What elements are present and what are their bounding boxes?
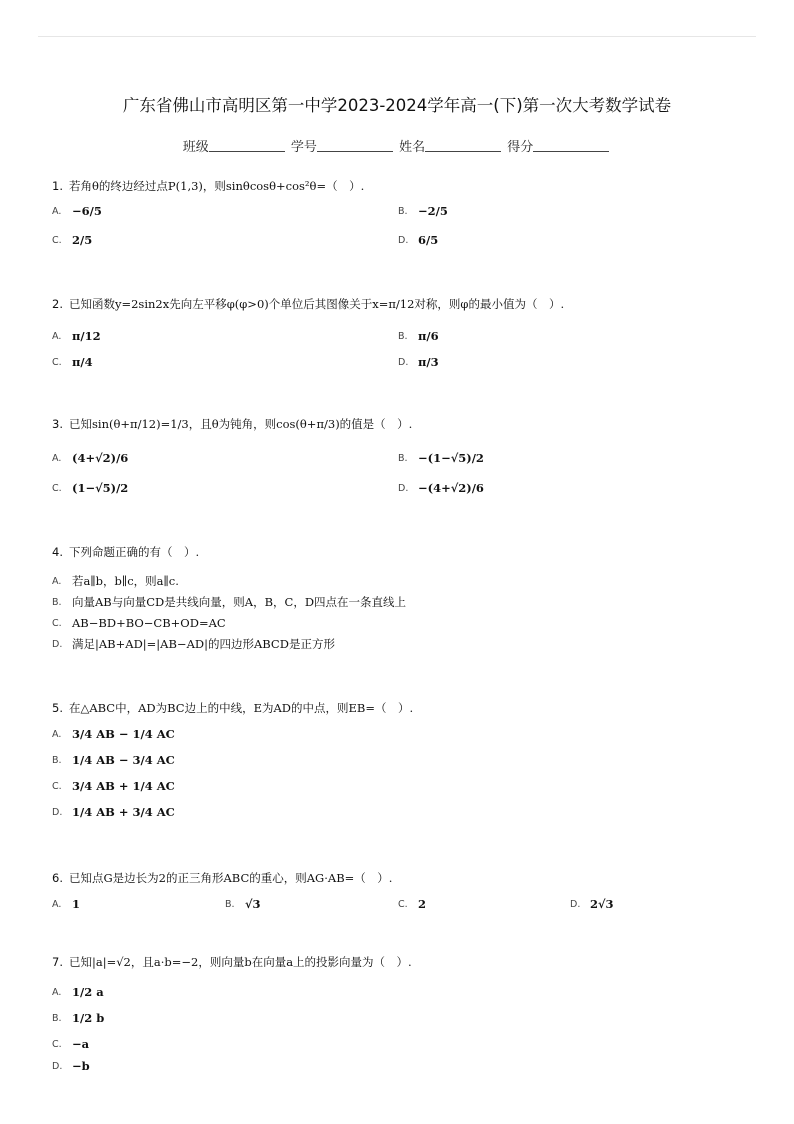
- class-blank[interactable]: [209, 139, 285, 152]
- q5-option-d[interactable]: D. 1/4 AB + 3/4 AC: [52, 805, 175, 819]
- q6-option-b[interactable]: B. √3: [225, 897, 261, 911]
- q7-option-d[interactable]: D. −b: [52, 1059, 90, 1073]
- q4-option-a[interactable]: A. 若a∥b，b∥c，则a∥c.: [52, 574, 179, 588]
- question-6: [52, 870, 752, 886]
- question-1: [52, 178, 752, 194]
- page-title: 广东省佛山市高明区第一中学2023-2024学年高一(下)第一次大考数学试卷: [122, 96, 672, 115]
- q3-option-d[interactable]: D. −(4+√2)/6: [398, 481, 484, 495]
- q2-option-a[interactable]: A. π/12: [52, 329, 101, 343]
- q7-option-b[interactable]: B. 1/2 b: [52, 1011, 105, 1025]
- question-1-stem: 1. 若角θ的终边经过点P(1,3)，则sinθcosθ+cos²θ=（ ）.: [52, 179, 365, 193]
- name-label: 姓名: [399, 140, 426, 155]
- question-4-stem: 4. 下列命题正确的有（ ）.: [52, 545, 200, 559]
- q1-option-a[interactable]: A. −6/5: [52, 204, 102, 218]
- q4-option-d[interactable]: D. 满足|AB+AD|=|AB−AD|的四边形ABCD是正方形: [52, 637, 335, 651]
- q3-option-a[interactable]: A. (4+√2)/6: [52, 451, 129, 465]
- question-6-stem: 6. 已知点G是边长为2的正三角形ABC的重心，则AG·AB=（ ）.: [52, 871, 393, 885]
- name-blank[interactable]: [425, 139, 501, 152]
- question-5: [52, 700, 752, 716]
- id-blank[interactable]: [317, 139, 393, 152]
- q3-option-b[interactable]: B. −(1−√5)/2: [398, 451, 484, 465]
- q4-option-c[interactable]: C. AB−BD+BO−CB+OD=AC: [52, 616, 226, 630]
- q7-option-c[interactable]: C. −a: [52, 1037, 90, 1051]
- q5-option-b[interactable]: B. 1/4 AB − 3/4 AC: [52, 753, 175, 767]
- q3-option-c[interactable]: C. (1−√5)/2: [52, 481, 129, 495]
- q6-option-d[interactable]: D. 2√3: [570, 897, 614, 911]
- q6-option-c[interactable]: C. 2: [398, 897, 427, 911]
- question-2-stem: 2. 已知函数y=2sin2x先向左平移φ(φ>0)个单位后其图像关于x=π/12对称，则φ的最小值为（ ）.: [52, 297, 565, 311]
- id-label: 学号: [290, 140, 317, 155]
- question-3-stem: 3. 已知sin(θ+π/12)=1/3，且θ为钝角，则cos(θ+π/3)的值是（ ）.: [52, 417, 413, 431]
- question-5-stem: 5. 在△ABC中，AD为BC边上的中线，E为AD的中点，则EB=（ ）.: [52, 701, 414, 715]
- question-7-stem: 7. 已知|a|=√2，且a·b=−2，则向量b在向量a上的投影向量为（ ）.: [52, 955, 412, 969]
- q2-option-d[interactable]: D. π/3: [398, 355, 439, 369]
- score-blank[interactable]: [533, 139, 609, 152]
- q2-option-b[interactable]: B. π/6: [398, 329, 439, 343]
- q1-option-b[interactable]: B. −2/5: [398, 204, 448, 218]
- q1-option-d[interactable]: D. 6/5: [398, 233, 439, 247]
- score-label: 得分: [507, 140, 534, 155]
- student-info-line: [0, 136, 794, 155]
- q1-option-c[interactable]: C. 2/5: [52, 233, 93, 247]
- question-3: [52, 416, 752, 432]
- q5-option-a[interactable]: A. 3/4 AB − 1/4 AC: [52, 727, 175, 741]
- question-4: [52, 544, 752, 560]
- header-rule: [38, 36, 756, 37]
- question-2: [52, 296, 752, 312]
- q6-option-a[interactable]: A. 1: [52, 897, 81, 911]
- q2-option-c[interactable]: C. π/4: [52, 355, 93, 369]
- q4-option-b[interactable]: B. 向量AB与向量CD是共线向量，则A，B，C，D四点在一条直线上: [52, 595, 407, 609]
- q7-option-a[interactable]: A. 1/2 a: [52, 985, 104, 999]
- q5-option-c[interactable]: C. 3/4 AB + 1/4 AC: [52, 779, 175, 793]
- class-label: 班级: [182, 140, 209, 155]
- question-7: [52, 954, 752, 970]
